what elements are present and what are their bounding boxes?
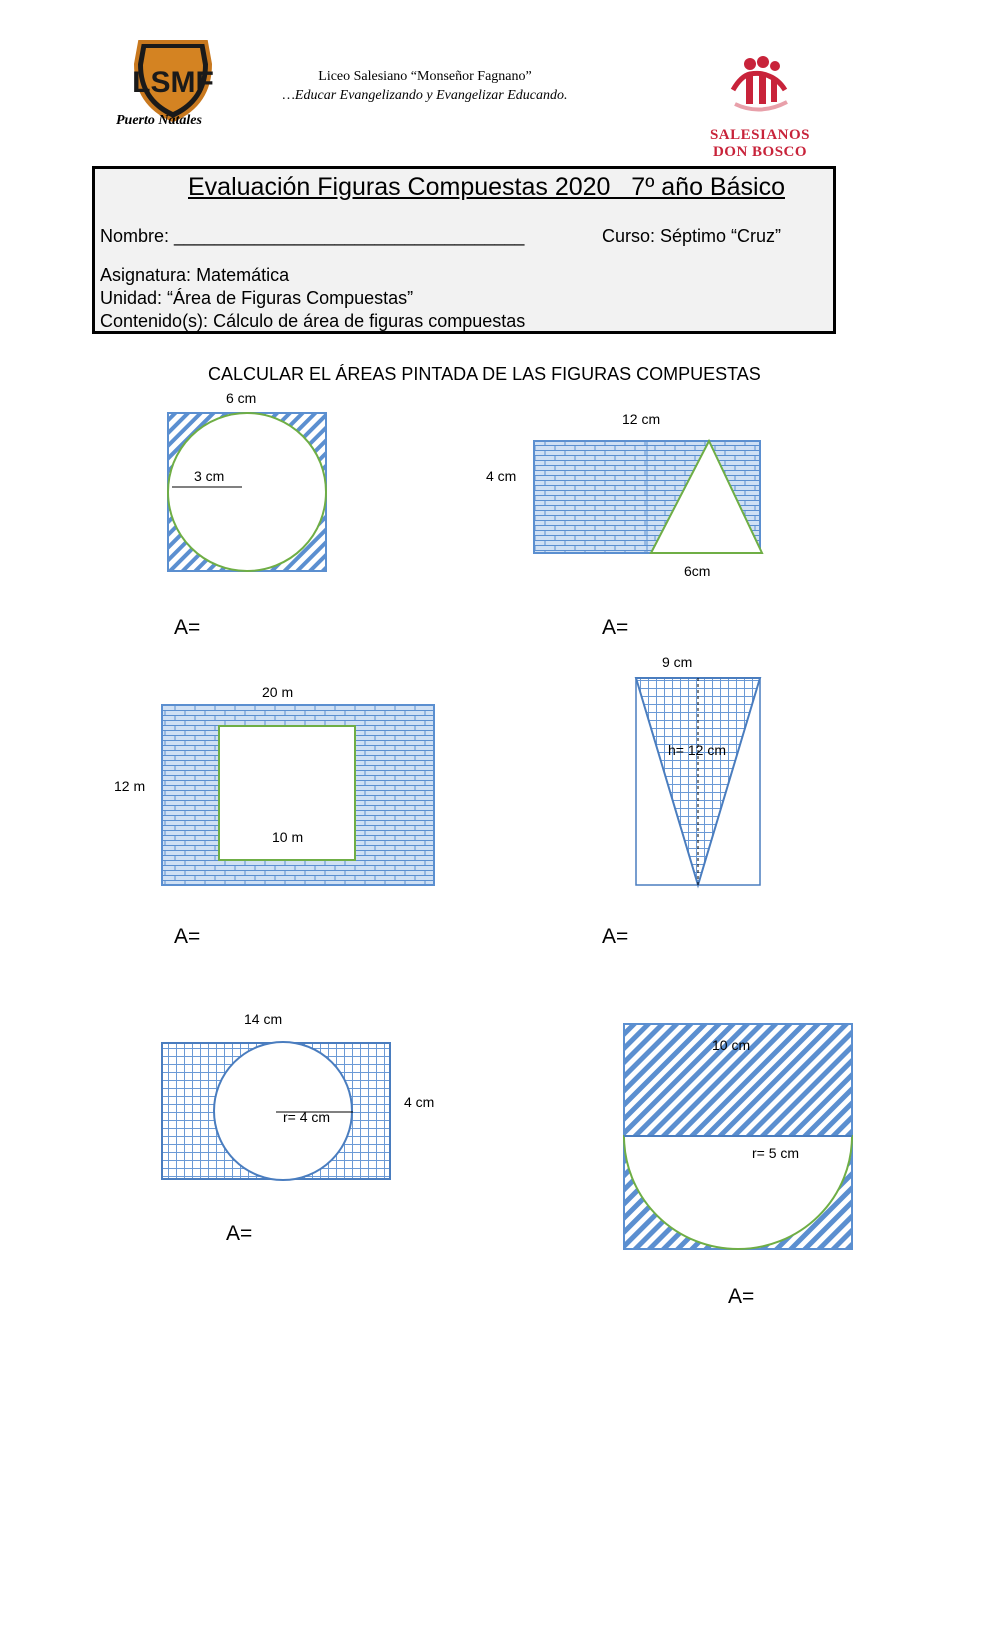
figure-3 [114,684,434,948]
figure-3-label-width: 20 m [262,684,294,700]
figure-4-label-base: 9 cm [662,654,693,670]
figure-1-label-side: 6 cm [226,390,257,406]
figure-2-label-base: 6cm [684,563,711,579]
figure-5-label-radius: r= 4 cm [283,1109,331,1125]
figure-5-label-height: 4 cm [404,1094,435,1110]
asignatura-value: Matemática [191,265,290,285]
unidad-label: Unidad: [100,288,163,308]
crest-city: Puerto Natales [116,113,202,128]
figure-6-label-width: 10 cm [712,1037,751,1053]
figure-3-answer[interactable]: A= [174,925,201,948]
salesianos-text: SALESIANOS [709,127,811,143]
figure-5 [162,1011,434,1245]
figure-2-label-height: 4 cm [486,468,517,484]
figure-4-label-height: h= 12 cm [668,742,726,758]
crest-monogram: LSMF [132,66,214,99]
figure-6 [624,1024,852,1308]
page-title: Evaluación Figuras Compuestas 2020 7º año Básico [188,173,785,201]
unidad-value: “Área de Figuras Compuestas” [162,288,414,308]
figure-6-answer[interactable]: A= [728,1285,755,1308]
figure-1-answer[interactable]: A= [174,616,201,639]
figure-2-answer[interactable]: A= [602,616,629,639]
contenido-value: Cálculo de área de figuras compuestas [208,311,526,331]
figure-1-label-radius: 3 cm [194,468,225,484]
instruction: CALCULAR EL ÁREAS PINTADA DE LAS FIGURAS COMPUESTAS [208,364,761,384]
curso-text: Curso: Séptimo “Cruz” [602,226,782,246]
figure-6-label-radius: r= 5 cm [752,1145,800,1161]
asignatura-label: Asignatura: [100,265,192,285]
school-motto: …Educar Evangelizando y Evangelizar Educando. [282,88,568,103]
school-name: Liceo Salesiano “Monseñor Fagnano” [318,69,532,84]
figure-5-answer[interactable]: A= [226,1222,253,1245]
figure-3-label-height: 12 m [114,778,146,794]
figure-2-label-width: 12 cm [622,411,661,427]
figure-4 [602,654,760,948]
figure-3-label-inner: 10 m [272,829,304,845]
figure-5-label-width: 14 cm [244,1011,283,1027]
figure-2 [486,411,762,639]
don-bosco-text: DON BOSCO [712,144,808,160]
nombre-blank[interactable]: ___________________________________ [174,226,525,246]
figure-4-answer[interactable]: A= [602,925,629,948]
contenido-label: Contenido(s): [100,311,209,331]
nombre-label: Nombre: [100,226,170,246]
figure-1 [168,390,326,639]
